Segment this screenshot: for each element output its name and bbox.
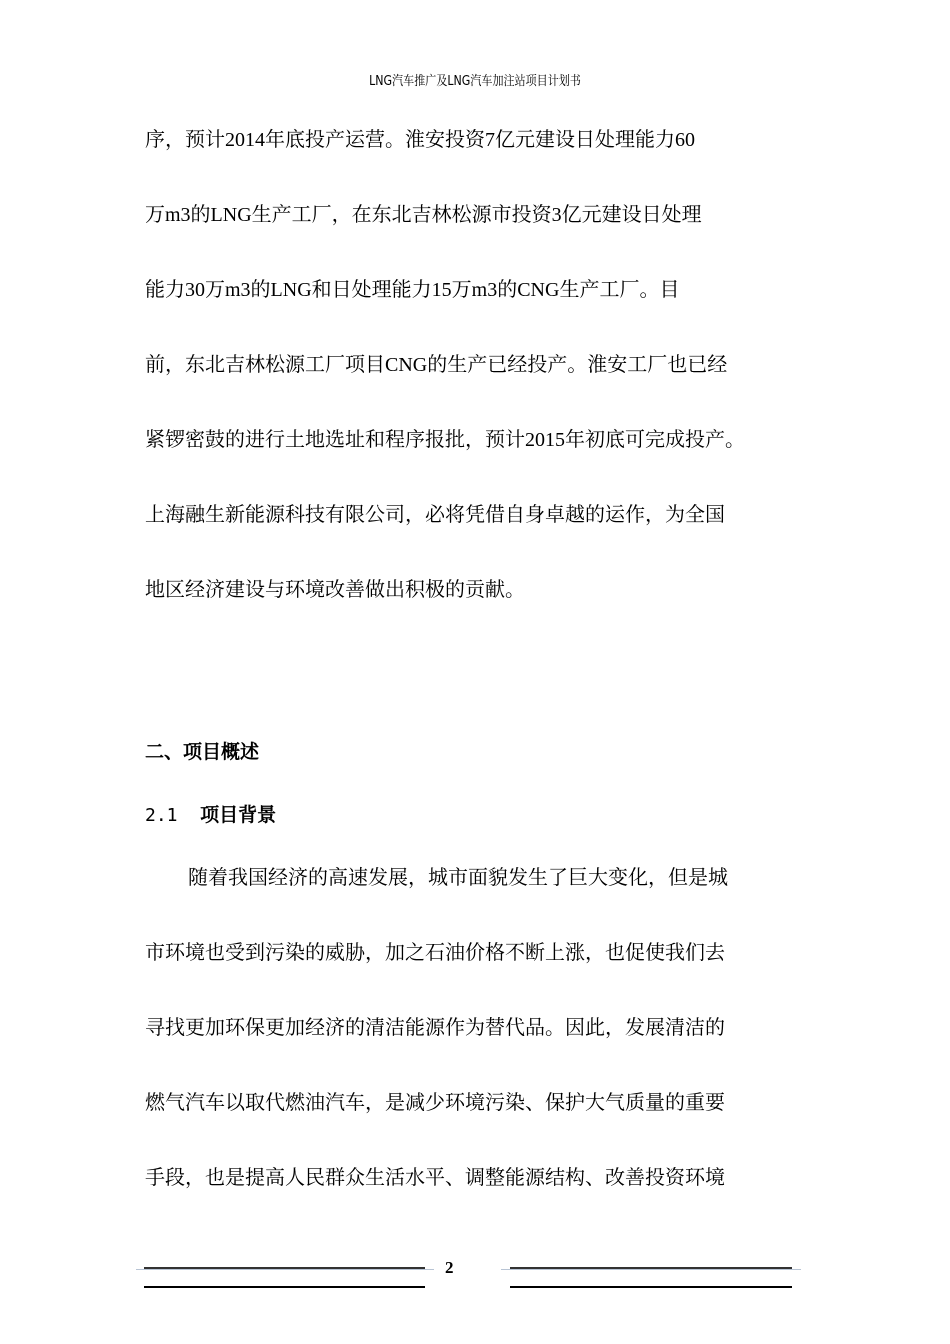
paragraph-line: 随着我国经济的高速发展，城市面貌发生了巨大变化，但是城 [188, 867, 728, 889]
page-header: LNG汽车推广及LNG汽车加注站项目计划书 [369, 74, 581, 89]
page-number: 2 [445, 1258, 454, 1277]
subsection-title: 项目背景 [200, 804, 277, 826]
footer-divider [510, 1286, 792, 1288]
paragraph-line: 寻找更加环保更加经济的清洁能源作为替代品。因此，发展清洁的 [145, 1017, 725, 1039]
paragraph-line: 万m3的LNG生产工厂，在东北吉林松源市投资3亿元建设日处理 [145, 204, 702, 226]
paragraph-line: 紧锣密鼓的进行土地选址和程序报批，预计2015年初底可完成投产。 [145, 429, 745, 451]
paragraph-line: 市环境也受到污染的威胁，加之石油价格不断上涨，也促使我们去 [145, 942, 725, 964]
paragraph-line: 手段，也是提高人民群众生活水平、调整能源结构、改善投资环境 [145, 1167, 725, 1189]
section-heading: 二、项目概述 [145, 741, 260, 763]
paragraph-line: 前，东北吉林松源工厂项目CNG的生产已经投产。淮安工厂也已经 [145, 354, 728, 376]
paragraph-line: 燃气汽车以取代燃油汽车，是减少环境污染、保护大气质量的重要 [145, 1092, 725, 1114]
footer-divider [136, 1269, 434, 1270]
footer-divider [510, 1267, 792, 1269]
paragraph-line: 地区经济建设与环境改善做出积极的贡献。 [145, 579, 525, 601]
subsection-heading [145, 803, 276, 828]
paragraph-line: 上海融生新能源科技有限公司，必将凭借自身卓越的运作，为全国 [145, 504, 725, 526]
footer-divider [144, 1286, 425, 1288]
footer-divider [501, 1269, 801, 1270]
footer-divider [144, 1267, 425, 1269]
paragraph-line: 能力30万m3的LNG和日处理能力15万m3的CNG生产工厂。目 [145, 279, 680, 301]
paragraph-line: 序，预计2014年底投产运营。淮安投资7亿元建设日处理能力60 [145, 129, 695, 151]
subsection-number: 2.1 [145, 805, 178, 826]
